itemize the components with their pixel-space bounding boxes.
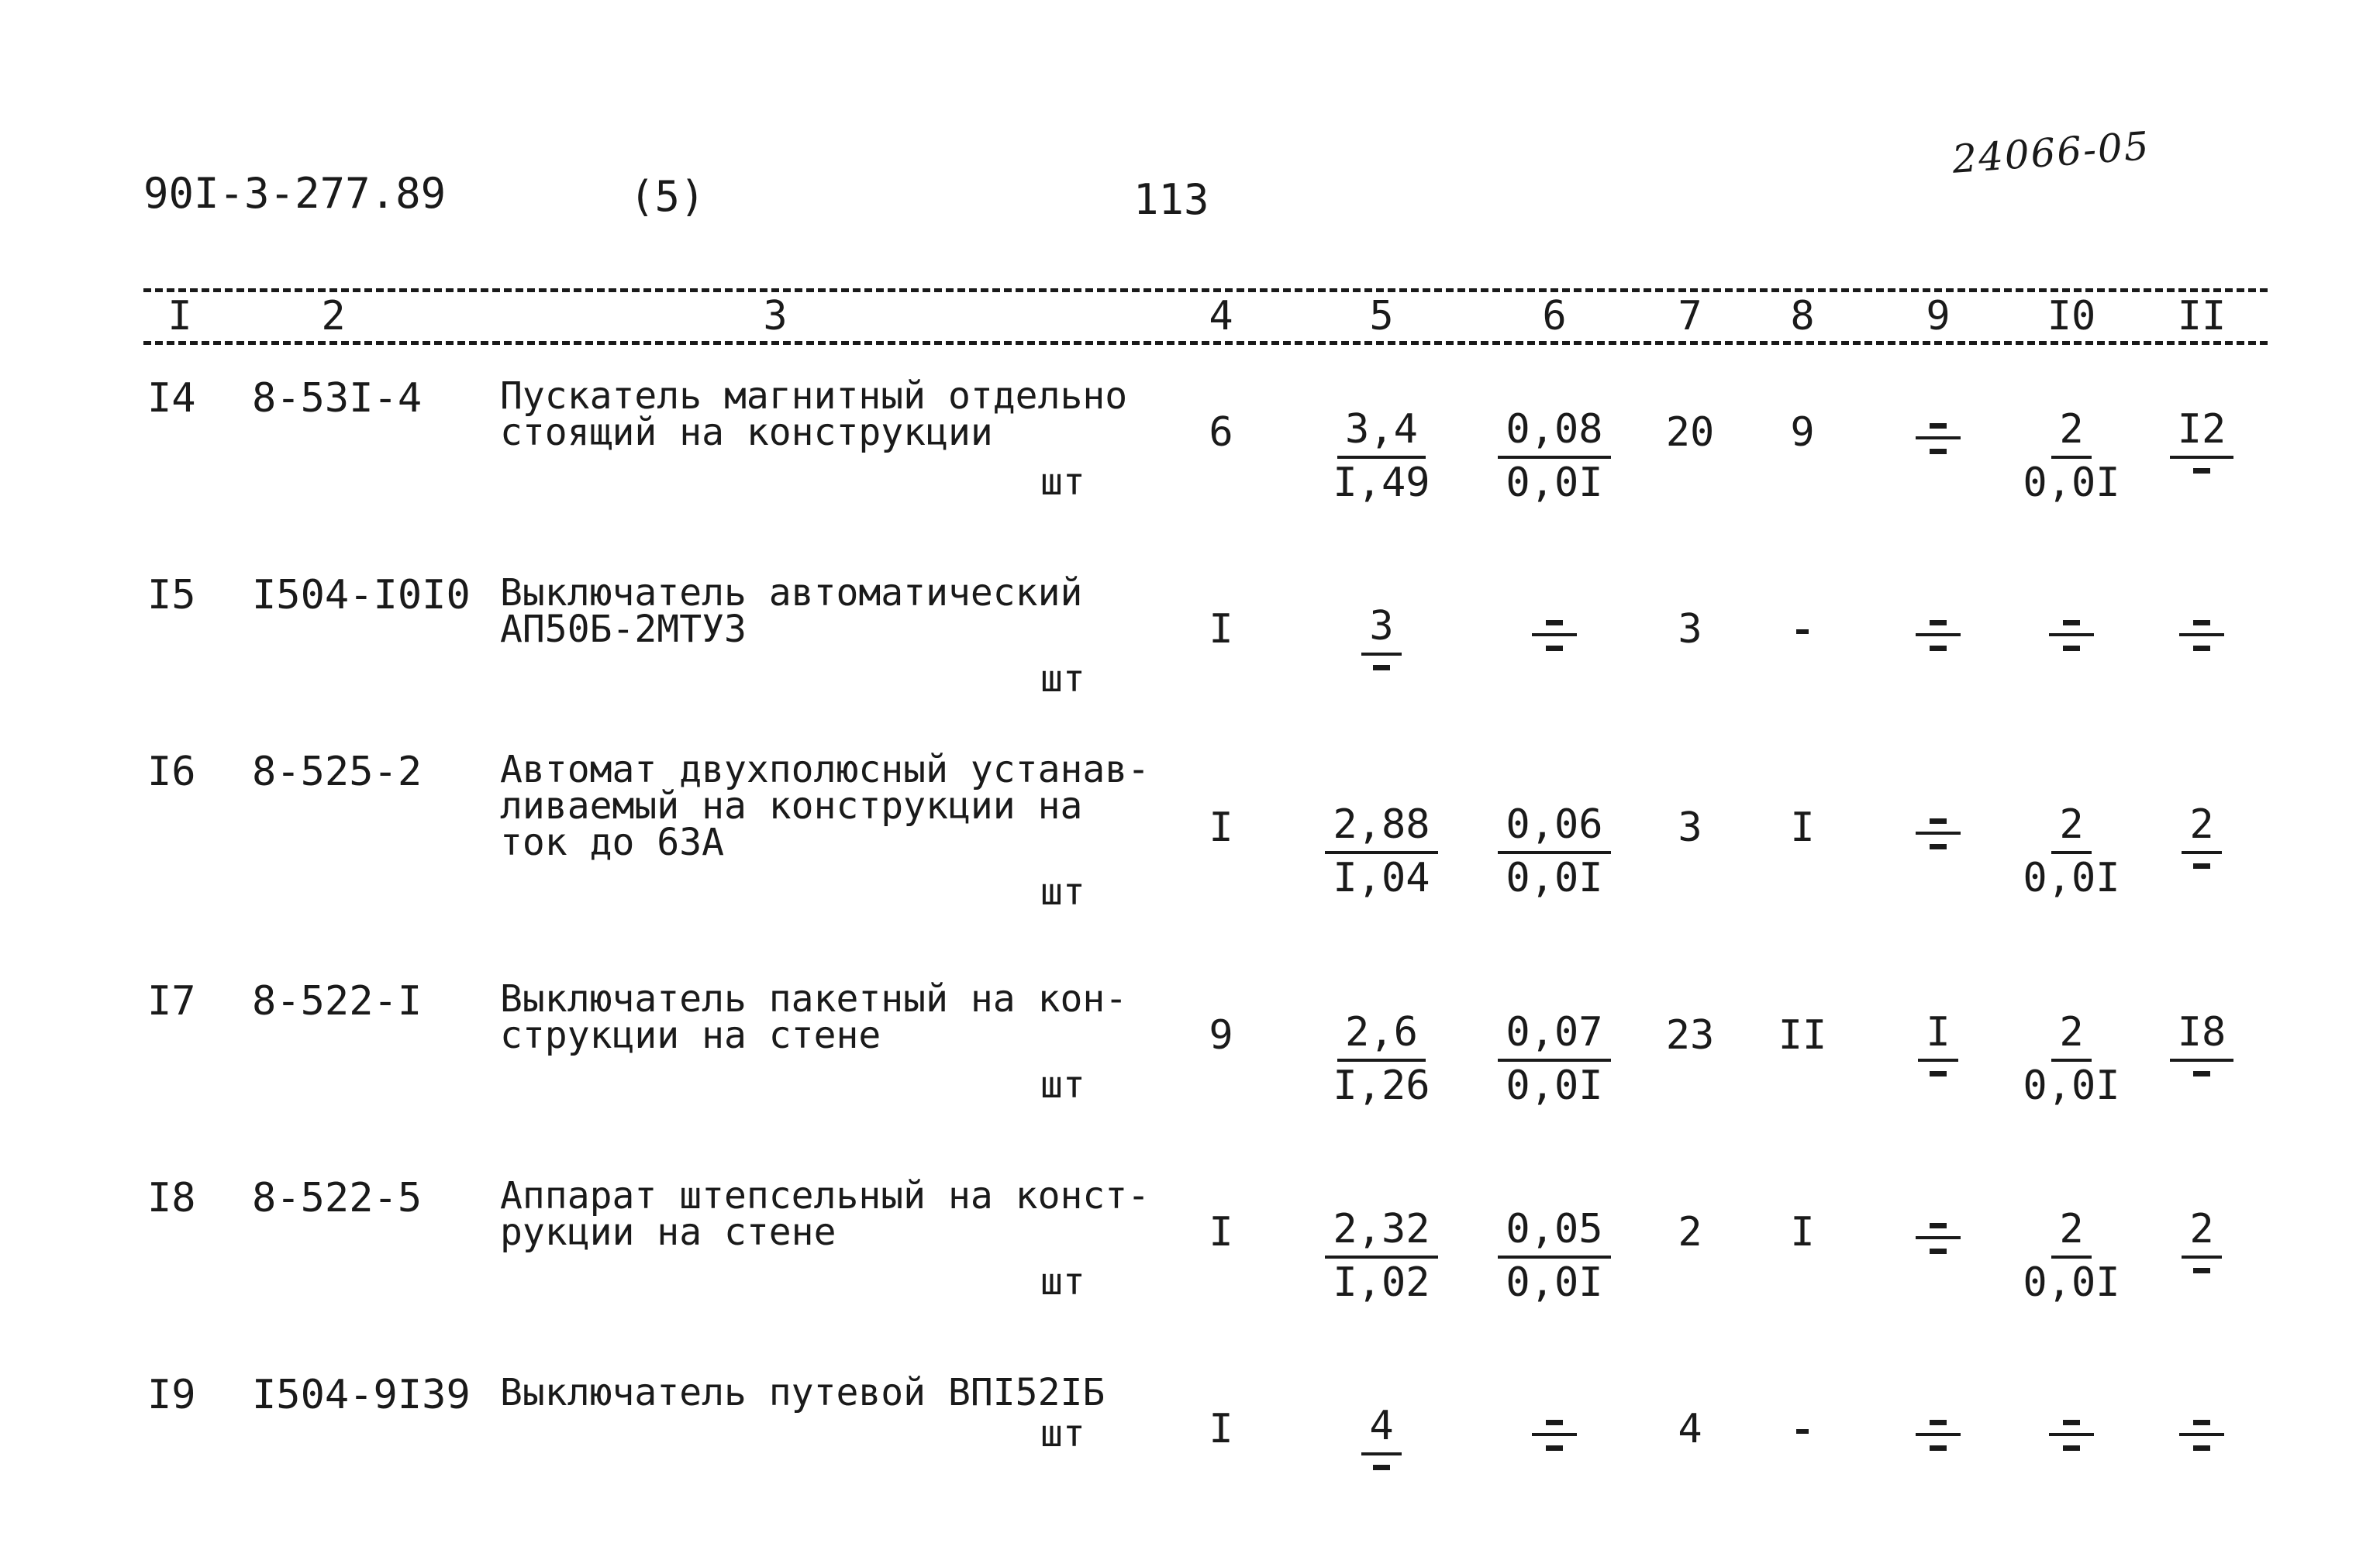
fraction-numerator: 2,88	[1325, 801, 1437, 854]
fraction-denominator: 0,0I	[2023, 855, 2120, 901]
value-col8-dash	[1796, 1429, 1809, 1434]
header-bottom-rule	[143, 341, 2268, 345]
fraction-denominator: 0,0I	[1506, 1259, 1603, 1306]
item-description-line: Пускатель магнитный отдельно	[500, 374, 1128, 418]
fraction-cell	[2132, 801, 2271, 869]
dash-mark	[2193, 1420, 2210, 1425]
fraction-numerator: 4	[1361, 1403, 1401, 1455]
value-col8: I	[1790, 1209, 1815, 1256]
value-col7: 2	[1678, 1209, 1702, 1256]
fraction-cell	[2002, 603, 2141, 651]
fraction-denominator-dash	[1546, 1445, 1563, 1451]
item-description-line: Выключатель автоматический	[500, 571, 1083, 615]
fraction-denominator-dash	[1546, 646, 1563, 651]
fraction-denominator-dash	[2063, 646, 2080, 651]
unit-label: шт	[1040, 1412, 1085, 1455]
value-col8: I	[1790, 804, 1815, 851]
quantity: 9	[1209, 1012, 1233, 1059]
row-number: I8	[147, 1175, 196, 1221]
fraction-cell	[1485, 1403, 1624, 1451]
unit-label: шт	[1040, 460, 1085, 504]
fraction-denominator-dash	[2193, 1445, 2210, 1451]
item-description-line: ливаемый на конструкции на	[500, 784, 1083, 828]
column-number: 6	[1542, 293, 1567, 339]
fraction-cell	[1868, 1403, 2008, 1451]
quantity: I	[1209, 1406, 1233, 1452]
fraction-denominator-dash	[1373, 665, 1390, 670]
value-col7: 3	[1678, 804, 1702, 851]
fraction-cell	[1868, 406, 2008, 454]
row-number: I7	[147, 978, 196, 1025]
value-col7: 20	[1665, 409, 1715, 456]
fraction-denominator-dash	[1930, 449, 1947, 454]
fraction-numerator-dash	[1916, 406, 1961, 439]
fraction-cell	[1485, 603, 1624, 651]
fraction-denominator: I,04	[1333, 855, 1430, 901]
dash-mark	[1546, 1420, 1563, 1425]
fraction-numerator-dash	[1532, 1403, 1577, 1436]
fraction-numerator: 2	[2051, 406, 2091, 459]
fraction-cell	[2002, 406, 2141, 507]
fraction-denominator-dash	[2193, 863, 2210, 869]
fraction-numerator: 2,32	[1325, 1206, 1437, 1259]
row-number: I5	[147, 572, 196, 618]
fraction-denominator-dash	[1373, 1465, 1390, 1470]
fraction-denominator-dash	[1930, 844, 1947, 849]
item-description-line: АП50Б-2МТУ3	[500, 608, 747, 651]
value-col8-dash	[1796, 629, 1809, 634]
fraction-numerator: I2	[2170, 406, 2234, 459]
document-code: 90I-3-277.89	[143, 169, 447, 218]
item-description-line: струкции на стене	[500, 1014, 881, 1057]
fraction-cell	[1485, 1009, 1624, 1110]
fraction-denominator-dash	[2193, 468, 2210, 474]
item-description-line: рукции на стене	[500, 1211, 836, 1254]
value-col8: 9	[1790, 409, 1815, 456]
item-code: I504-9I39	[252, 1372, 471, 1418]
unit-label: шт	[1040, 657, 1085, 701]
fraction-cell	[1312, 1403, 1451, 1470]
column-number: 4	[1209, 293, 1233, 339]
column-number: 8	[1790, 293, 1815, 339]
fraction-cell	[1312, 1009, 1451, 1110]
quantity: I	[1209, 804, 1233, 851]
value-col7: 3	[1678, 606, 1702, 653]
value-col7: 23	[1665, 1012, 1715, 1059]
fraction-numerator: I	[1918, 1009, 1957, 1062]
fraction-denominator-dash	[2193, 1071, 2210, 1076]
dash-mark	[2193, 620, 2210, 625]
dash-mark	[1546, 620, 1563, 625]
fraction-numerator: 0,08	[1498, 406, 1610, 459]
fraction-denominator: 0,0I	[2023, 1259, 2120, 1306]
fraction-cell	[1485, 1206, 1624, 1307]
fraction-cell	[2132, 406, 2271, 474]
column-number: I0	[2047, 293, 2096, 339]
fraction-cell	[2002, 801, 2141, 902]
value-col8: II	[1778, 1012, 1827, 1059]
fraction-cell	[1312, 801, 1451, 902]
fraction-cell	[1868, 801, 2008, 849]
dash-mark	[1930, 423, 1947, 429]
dash-mark	[1930, 818, 1947, 824]
column-number: 5	[1369, 293, 1394, 339]
row-number: I6	[147, 749, 196, 795]
fraction-numerator-dash	[1916, 1403, 1961, 1436]
item-code: 8-525-2	[252, 749, 423, 795]
fraction-cell	[2132, 1206, 2271, 1273]
fraction-numerator: 2	[2051, 1009, 2091, 1062]
fraction-cell	[1868, 1206, 2008, 1254]
item-description-line: ток до 63А	[500, 821, 724, 864]
item-code: 8-522-I	[252, 978, 423, 1025]
column-number: 7	[1678, 293, 1702, 339]
page-number: 113	[1133, 175, 1209, 224]
fraction-numerator: 2	[2051, 1206, 2091, 1259]
item-description-line: стоящий на конструкции	[500, 411, 993, 454]
fraction-numerator-dash	[2179, 603, 2224, 636]
row-number: I9	[147, 1372, 196, 1418]
fraction-numerator: 0,05	[1498, 1206, 1610, 1259]
fraction-denominator-dash	[2193, 1268, 2210, 1273]
dash-mark	[2063, 1420, 2080, 1425]
dash-mark	[1930, 620, 1947, 625]
fraction-numerator: 0,06	[1498, 801, 1610, 854]
fraction-numerator-dash	[1916, 603, 1961, 636]
fraction-cell	[2132, 603, 2271, 651]
value-col7: 4	[1678, 1406, 1702, 1452]
sheet-number: (5)	[629, 172, 705, 221]
unit-label: шт	[1040, 1260, 1085, 1304]
fraction-denominator: I,26	[1333, 1063, 1430, 1109]
fraction-cell	[1485, 801, 1624, 902]
fraction-numerator-dash	[1916, 801, 1961, 835]
fraction-denominator-dash	[2193, 646, 2210, 651]
fraction-cell	[1312, 1206, 1451, 1307]
item-description-line: Аппарат штепсельный на конст-	[500, 1174, 1150, 1218]
fraction-numerator-dash	[2049, 603, 2094, 636]
item-code: 8-522-5	[252, 1175, 423, 1221]
fraction-denominator: I,02	[1333, 1259, 1430, 1306]
fraction-denominator: 0,0I	[2023, 1063, 2120, 1109]
fraction-denominator: I,49	[1333, 460, 1430, 506]
fraction-numerator: 2	[2051, 801, 2091, 854]
fraction-cell	[2002, 1403, 2141, 1451]
fraction-numerator: 2,6	[1337, 1009, 1426, 1062]
item-description-line: Выключатель пакетный на кон-	[500, 977, 1128, 1021]
fraction-numerator-dash	[1916, 1206, 1961, 1239]
dash-mark	[1930, 1223, 1947, 1228]
fraction-cell	[1312, 406, 1451, 507]
fraction-denominator-dash	[2063, 1445, 2080, 1451]
fraction-numerator: 0,07	[1498, 1009, 1610, 1062]
fraction-denominator-dash	[1930, 1249, 1947, 1254]
fraction-denominator: 0,0I	[1506, 855, 1603, 901]
quantity: 6	[1209, 409, 1233, 456]
item-description-line: Выключатель путевой ВПI52IБ	[500, 1371, 1105, 1414]
item-code: I504-I0I0	[252, 572, 471, 618]
fraction-cell	[1868, 1009, 2008, 1076]
column-number: 3	[763, 293, 788, 339]
fraction-numerator-dash	[2049, 1403, 2094, 1436]
unit-label: шт	[1040, 870, 1085, 914]
dash-mark	[1930, 1420, 1947, 1425]
quantity: I	[1209, 606, 1233, 653]
fraction-denominator-dash	[1930, 1071, 1947, 1076]
handwritten-stamp: 24066-05	[1951, 123, 2152, 182]
row-number: I4	[147, 375, 196, 422]
fraction-numerator-dash	[2179, 1403, 2224, 1436]
fraction-cell	[1485, 406, 1624, 507]
fraction-cell	[1868, 603, 2008, 651]
header-top-rule	[143, 288, 2268, 292]
fraction-denominator-dash	[1930, 1445, 1947, 1451]
fraction-denominator: 0,0I	[1506, 460, 1603, 506]
fraction-cell	[2002, 1206, 2141, 1307]
item-code: 8-53I-4	[252, 375, 423, 422]
fraction-denominator: 0,0I	[1506, 1063, 1603, 1109]
fraction-cell	[1312, 603, 1451, 670]
fraction-denominator-dash	[1930, 646, 1947, 651]
fraction-numerator: 2	[2182, 1206, 2221, 1259]
fraction-denominator: 0,0I	[2023, 460, 2120, 506]
fraction-numerator: 3,4	[1337, 406, 1426, 459]
column-number: 9	[1926, 293, 1951, 339]
fraction-numerator: 2	[2182, 801, 2221, 854]
fraction-cell	[2132, 1403, 2271, 1451]
fraction-cell	[2002, 1009, 2141, 1110]
fraction-cell	[2132, 1009, 2271, 1076]
column-number: I	[167, 293, 192, 339]
dash-mark	[2063, 620, 2080, 625]
fraction-numerator: 3	[1361, 603, 1401, 656]
fraction-numerator-dash	[1532, 603, 1577, 636]
unit-label: шт	[1040, 1063, 1085, 1107]
column-number: 2	[321, 293, 346, 339]
column-number: II	[2177, 293, 2227, 339]
item-description-line: Автомат двухполюсный устанав-	[500, 748, 1150, 791]
quantity: I	[1209, 1209, 1233, 1256]
fraction-numerator: I8	[2170, 1009, 2234, 1062]
